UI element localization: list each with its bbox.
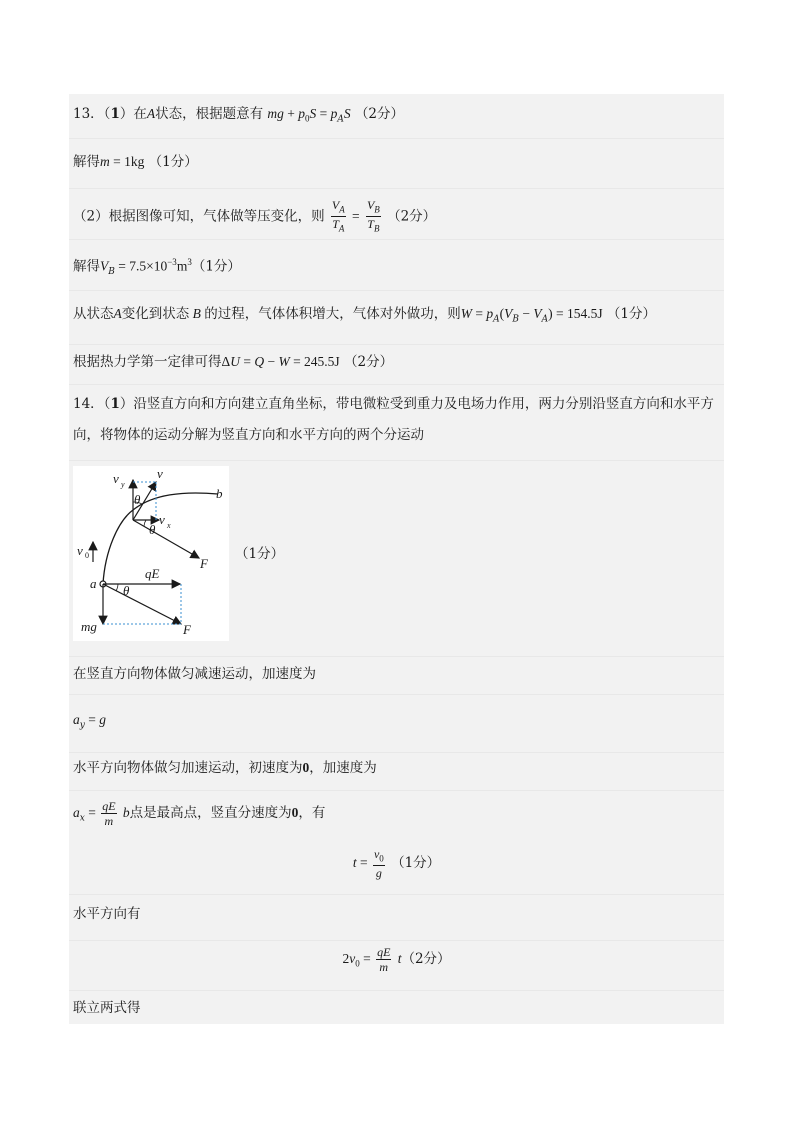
q14-part1: 14．（1）沿竖直方向和方向建立直角坐标，带电微粒受到重力及电场力作用，两力分别沿竖直方向和水平方向，将物体的运动分解为竖直方向和水平方向的两个分运动 bbox=[73, 396, 714, 443]
fraction-va-ta: $\frac{V_A}{T_A}$ bbox=[331, 198, 345, 234]
document-page bbox=[69, 94, 724, 1024]
q14-t-eq: t = $\frac{v_0}{g}$ （1分） bbox=[352, 846, 441, 881]
label-f1: F bbox=[200, 556, 208, 571]
fraction-v0-g: $\frac{v_0}{g}$ bbox=[373, 846, 384, 881]
force-arrow-upper bbox=[133, 520, 199, 558]
label-v0-sub: 0 bbox=[85, 551, 89, 560]
q13-part2: （2）根据图像可知，气体做等压变化，则 $\frac{V_A}{T_A}$ = $\frac{V_B}{T_B}$ （2分） bbox=[73, 198, 437, 234]
label-vx-sub: x bbox=[167, 521, 171, 530]
label-mg: mg bbox=[81, 619, 97, 634]
q14-vertical-text: 在竖直方向物体做匀减速运动，加速度为 bbox=[73, 666, 316, 682]
force-arrow-lower bbox=[103, 584, 181, 624]
label-theta1: θ bbox=[134, 492, 141, 507]
q14-horizontal-text: 水平方向物体做匀加速运动，初速度为0，加速度为 bbox=[73, 760, 377, 776]
q14-ay-eq: $a_y = g$ bbox=[73, 712, 106, 731]
label-vy: v bbox=[113, 471, 119, 486]
label-b: b bbox=[216, 486, 223, 501]
q14-ax-eq: $a_x$ = $\frac{qE}{m}$ b点是最高点，竖直分速度为0，有 bbox=[73, 799, 326, 828]
motion-diagram-svg bbox=[73, 466, 229, 641]
fraction-qe-m: $\frac{qE}{m}$ bbox=[102, 799, 116, 828]
q13-solve-vb: 解得$V_B = 7.5\times 10^{-3}m^3(1$分） bbox=[73, 257, 241, 278]
q14-x-eq: $2v_0$ = $\frac{qE}{m}$ t（2分） bbox=[342, 945, 451, 974]
q13-first-law: 根据热力学第一定律可得ΔU = Q − W = 245.5J （2分） bbox=[73, 354, 394, 370]
label-v: v bbox=[157, 466, 163, 481]
q14-combine: 联立两式得 bbox=[73, 1000, 141, 1016]
q14-horizontal-has: 水平方向有 bbox=[73, 906, 141, 922]
q13-part1: 13．（1）在A状态，根据题意有 mg + $p_0S = p_AS$ （2分） bbox=[73, 106, 405, 125]
figure-score: （1分） bbox=[235, 546, 285, 562]
label-theta2: θ bbox=[149, 522, 156, 537]
label-qe: qE bbox=[145, 566, 160, 581]
label-f2: F bbox=[183, 622, 191, 637]
label-vy-sub: y bbox=[121, 480, 125, 489]
q13-solve-m: 解得m = 1kg （1分） bbox=[73, 154, 198, 170]
q13-work: 从状态A变化到状态 B 的过程，气体体积增大，气体对外做功，则$W = p_A(V_B - V_A) = 154.5J$ （1分） bbox=[73, 306, 657, 325]
label-theta3: θ bbox=[123, 583, 130, 598]
fraction-vb-tb: $\frac{V_B}{T_B}$ bbox=[366, 198, 380, 234]
label-a: a bbox=[90, 576, 97, 591]
label-vx: v bbox=[159, 512, 165, 527]
motion-diagram bbox=[73, 466, 229, 641]
fraction-qe-m-2: $\frac{qE}{m}$ bbox=[377, 945, 391, 974]
label-v0: v bbox=[77, 543, 83, 558]
